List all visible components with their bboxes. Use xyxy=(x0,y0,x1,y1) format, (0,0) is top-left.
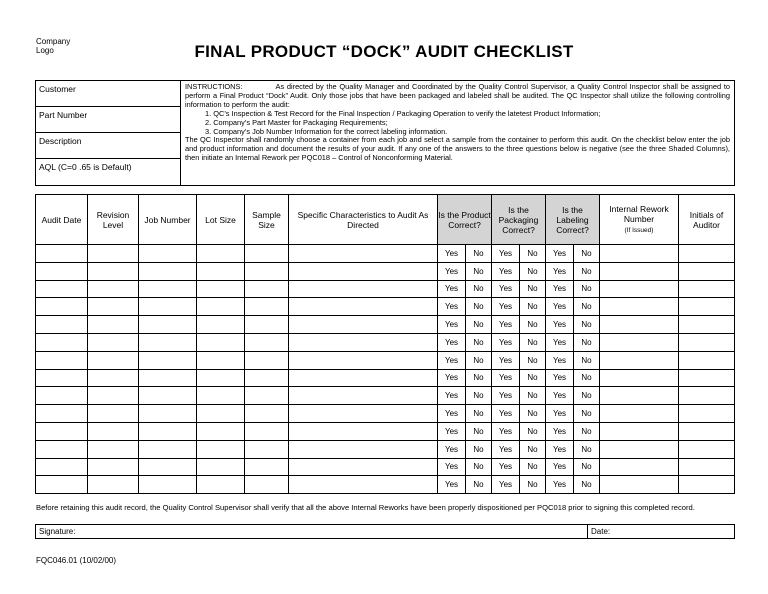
audit-date-cell[interactable] xyxy=(36,458,88,476)
lot-size-cell[interactable] xyxy=(197,280,245,298)
table-row xyxy=(36,476,735,494)
specific-characteristics-cell[interactable] xyxy=(289,422,438,440)
logo-line-1: Company xyxy=(36,37,71,46)
labeling-yes-cell[interactable]: Yes xyxy=(546,440,574,458)
product-yes-cell[interactable]: Yes xyxy=(438,280,466,298)
specific-characteristics-cell[interactable] xyxy=(289,316,438,334)
initials-cell[interactable] xyxy=(679,262,735,280)
audit-date-cell[interactable] xyxy=(36,440,88,458)
labeling-no-cell[interactable]: No xyxy=(574,333,600,351)
job-number-cell[interactable] xyxy=(139,245,197,263)
packaging-no-cell[interactable]: No xyxy=(520,440,546,458)
packaging-yes-cell[interactable]: Yes xyxy=(492,422,520,440)
sample-size-cell[interactable] xyxy=(245,351,289,369)
audit-date-cell[interactable] xyxy=(36,387,88,405)
header-revision-level: Revision Level xyxy=(88,195,139,245)
job-number-cell[interactable] xyxy=(139,298,197,316)
table-row xyxy=(36,245,735,263)
signature-row xyxy=(35,524,735,539)
lot-size-cell[interactable] xyxy=(197,369,245,387)
specific-characteristics-cell[interactable] xyxy=(289,369,438,387)
instructions-item-3: 3. Company’s Job Number Information for the correct labeling information. xyxy=(205,126,448,136)
instructions-paragraph-2: The QC Inspector shall randomly choose a container from each job and select a sample from the container to perform this audit. On the checklist below enter the job and product information and document the results of your audit. If any one of the answers to the three questions below is negative (see the three Shaded Columns), then initiate an Internal Rework per PQC018 – Control of Nonconforming Material. xyxy=(185,135,730,163)
lot-size-cell[interactable] xyxy=(197,333,245,351)
job-number-cell[interactable] xyxy=(139,351,197,369)
packaging-no-cell[interactable]: No xyxy=(520,458,546,476)
packaging-no-cell[interactable]: No xyxy=(520,387,546,405)
audit-table xyxy=(35,194,735,494)
packaging-yes-cell[interactable]: Yes xyxy=(492,369,520,387)
job-number-cell[interactable] xyxy=(139,405,197,423)
audit-date-cell[interactable] xyxy=(36,245,88,263)
revision-level-cell[interactable] xyxy=(88,262,139,280)
internal-rework-cell[interactable] xyxy=(600,245,679,263)
instructions-paragraph-1: As directed by the Quality Manager and Coordinated by the Quality Control Supervisor, a Quality Control Inspector shall be assigned to perform a Final Product “Dock” Audit. Only those jobs that have been packaged and labeled shall be audited. The QC Inspector shall utilize the following controlling information to perform the audit: xyxy=(185,82,730,109)
internal-rework-cell[interactable] xyxy=(600,387,679,405)
field-column xyxy=(36,81,181,185)
job-number-cell[interactable] xyxy=(139,369,197,387)
aql-field[interactable] xyxy=(36,159,180,185)
internal-rework-cell[interactable] xyxy=(600,351,679,369)
packaging-no-cell[interactable]: No xyxy=(520,405,546,423)
sample-size-cell[interactable] xyxy=(245,245,289,263)
audit-date-cell[interactable] xyxy=(36,351,88,369)
lot-size-cell[interactable] xyxy=(197,440,245,458)
table-row xyxy=(36,440,735,458)
product-yes-cell[interactable]: Yes xyxy=(438,387,466,405)
specific-characteristics-cell[interactable] xyxy=(289,333,438,351)
lot-size-cell[interactable] xyxy=(197,245,245,263)
packaging-yes-cell[interactable]: Yes xyxy=(492,351,520,369)
product-yes-cell[interactable]: Yes xyxy=(438,245,466,263)
packaging-yes-cell[interactable]: Yes xyxy=(492,298,520,316)
product-no-cell[interactable]: No xyxy=(466,387,492,405)
audit-date-cell[interactable] xyxy=(36,333,88,351)
revision-level-cell[interactable] xyxy=(88,387,139,405)
header-internal-rework-label: Internal Rework Number xyxy=(609,203,669,224)
job-number-cell[interactable] xyxy=(139,262,197,280)
job-number-cell[interactable] xyxy=(139,316,197,334)
revision-level-cell[interactable] xyxy=(88,298,139,316)
initials-cell[interactable] xyxy=(679,351,735,369)
product-no-cell[interactable]: No xyxy=(466,245,492,263)
specific-characteristics-cell[interactable] xyxy=(289,405,438,423)
sample-size-cell[interactable] xyxy=(245,298,289,316)
labeling-yes-cell[interactable]: Yes xyxy=(546,280,574,298)
product-yes-cell[interactable]: Yes xyxy=(438,405,466,423)
instructions-lead: INSTRUCTIONS: xyxy=(185,82,243,91)
table-row xyxy=(36,422,735,440)
revision-level-cell[interactable] xyxy=(88,316,139,334)
job-number-cell[interactable] xyxy=(139,387,197,405)
labeling-no-cell[interactable]: No xyxy=(574,440,600,458)
header-internal-rework-note: (If Issued) xyxy=(624,226,654,234)
product-yes-cell[interactable]: Yes xyxy=(438,262,466,280)
specific-characteristics-cell[interactable] xyxy=(289,387,438,405)
header-info-box xyxy=(35,80,735,186)
table-row xyxy=(36,405,735,423)
labeling-yes-cell[interactable]: Yes xyxy=(546,405,574,423)
audit-date-cell[interactable] xyxy=(36,476,88,494)
lot-size-cell[interactable] xyxy=(197,387,245,405)
part-number-field[interactable] xyxy=(36,107,180,133)
initials-cell[interactable] xyxy=(679,405,735,423)
header-specific-characteristics: Specific Characteristics to Audit As Directed xyxy=(289,195,438,245)
initials-cell[interactable] xyxy=(679,280,735,298)
revision-level-cell[interactable] xyxy=(88,369,139,387)
lot-size-cell[interactable] xyxy=(197,458,245,476)
product-no-cell[interactable]: No xyxy=(466,262,492,280)
product-no-cell[interactable]: No xyxy=(466,458,492,476)
revision-level-cell[interactable] xyxy=(88,440,139,458)
sample-size-cell[interactable] xyxy=(245,369,289,387)
packaging-no-cell[interactable]: No xyxy=(520,333,546,351)
lot-size-cell[interactable] xyxy=(197,405,245,423)
internal-rework-cell[interactable] xyxy=(600,458,679,476)
internal-rework-cell[interactable] xyxy=(600,369,679,387)
specific-characteristics-cell[interactable] xyxy=(289,280,438,298)
packaging-yes-cell[interactable]: Yes xyxy=(492,245,520,263)
product-yes-cell[interactable]: Yes xyxy=(438,316,466,334)
table-row xyxy=(36,351,735,369)
signature-label: Signature: xyxy=(39,527,76,536)
packaging-yes-cell[interactable]: Yes xyxy=(492,440,520,458)
instructions-item-1: 1. QC’s Inspection & Test Record for the Final Inspection / Packaging Operation to verify the latetest Product Information; xyxy=(205,108,601,118)
internal-rework-cell[interactable] xyxy=(600,262,679,280)
labeling-yes-cell[interactable]: Yes xyxy=(546,333,574,351)
labeling-yes-cell[interactable]: Yes xyxy=(546,262,574,280)
labeling-no-cell[interactable]: No xyxy=(574,262,600,280)
audit-date-cell[interactable] xyxy=(36,298,88,316)
product-yes-cell[interactable]: Yes xyxy=(438,298,466,316)
initials-cell[interactable] xyxy=(679,387,735,405)
lot-size-cell[interactable] xyxy=(197,351,245,369)
sample-size-cell[interactable] xyxy=(245,458,289,476)
product-no-cell[interactable]: No xyxy=(466,333,492,351)
description-field[interactable] xyxy=(36,133,180,159)
customer-label: Customer xyxy=(39,84,76,94)
internal-rework-cell[interactable] xyxy=(600,280,679,298)
packaging-yes-cell[interactable]: Yes xyxy=(492,316,520,334)
job-number-cell[interactable] xyxy=(139,458,197,476)
header-labeling-correct: Is the Labeling Correct? xyxy=(546,195,600,245)
instructions-block xyxy=(185,83,730,163)
sample-size-cell[interactable] xyxy=(245,422,289,440)
job-number-cell[interactable] xyxy=(139,280,197,298)
header-product-correct: Is the Product Correct? xyxy=(438,195,492,245)
initials-cell[interactable] xyxy=(679,298,735,316)
revision-level-cell[interactable] xyxy=(88,245,139,263)
labeling-no-cell[interactable]: No xyxy=(574,422,600,440)
lot-size-cell[interactable] xyxy=(197,422,245,440)
packaging-no-cell[interactable]: No xyxy=(520,351,546,369)
product-no-cell[interactable]: No xyxy=(466,351,492,369)
sample-size-cell[interactable] xyxy=(245,476,289,494)
sample-size-cell[interactable] xyxy=(245,280,289,298)
labeling-no-cell[interactable]: No xyxy=(574,298,600,316)
labeling-yes-cell[interactable]: Yes xyxy=(546,422,574,440)
job-number-cell[interactable] xyxy=(139,476,197,494)
packaging-yes-cell[interactable]: Yes xyxy=(492,387,520,405)
job-number-cell[interactable] xyxy=(139,422,197,440)
revision-level-cell[interactable] xyxy=(88,476,139,494)
sample-size-cell[interactable] xyxy=(245,440,289,458)
product-no-cell[interactable]: No xyxy=(466,476,492,494)
table-header-row xyxy=(36,195,735,245)
product-yes-cell[interactable]: Yes xyxy=(438,476,466,494)
table-row xyxy=(36,262,735,280)
specific-characteristics-cell[interactable] xyxy=(289,440,438,458)
product-no-cell[interactable]: No xyxy=(466,298,492,316)
lot-size-cell[interactable] xyxy=(197,316,245,334)
packaging-no-cell[interactable]: No xyxy=(520,298,546,316)
initials-cell[interactable] xyxy=(679,476,735,494)
specific-characteristics-cell[interactable] xyxy=(289,245,438,263)
initials-cell[interactable] xyxy=(679,369,735,387)
footer-note: Before retaining this audit record, the Quality Control Supervisor shall verify that all the above Internal Reworks have been properly dispositioned per PQC018 prior to signing this completed record. xyxy=(36,503,695,512)
labeling-no-cell[interactable]: No xyxy=(574,405,600,423)
labeling-yes-cell[interactable]: Yes xyxy=(546,369,574,387)
packaging-yes-cell[interactable]: Yes xyxy=(492,280,520,298)
lot-size-cell[interactable] xyxy=(197,262,245,280)
product-no-cell[interactable]: No xyxy=(466,422,492,440)
table-row xyxy=(36,298,735,316)
logo-line-2: Logo xyxy=(36,46,54,55)
sample-size-cell[interactable] xyxy=(245,405,289,423)
table-row xyxy=(36,316,735,334)
specific-characteristics-cell[interactable] xyxy=(289,351,438,369)
product-no-cell[interactable]: No xyxy=(466,316,492,334)
revision-level-cell[interactable] xyxy=(88,458,139,476)
labeling-yes-cell[interactable]: Yes xyxy=(546,387,574,405)
header-packaging-correct: Is the Packaging Correct? xyxy=(492,195,546,245)
sample-size-cell[interactable] xyxy=(245,262,289,280)
table-row xyxy=(36,280,735,298)
sample-size-cell[interactable] xyxy=(245,316,289,334)
product-no-cell[interactable]: No xyxy=(466,369,492,387)
labeling-no-cell[interactable]: No xyxy=(574,476,600,494)
internal-rework-cell[interactable] xyxy=(600,298,679,316)
packaging-no-cell[interactable]: No xyxy=(520,262,546,280)
product-no-cell[interactable]: No xyxy=(466,280,492,298)
packaging-no-cell[interactable]: No xyxy=(520,369,546,387)
packaging-no-cell[interactable]: No xyxy=(520,476,546,494)
packaging-yes-cell[interactable]: Yes xyxy=(492,262,520,280)
specific-characteristics-cell[interactable] xyxy=(289,262,438,280)
internal-rework-cell[interactable] xyxy=(600,422,679,440)
specific-characteristics-cell[interactable] xyxy=(289,298,438,316)
part-number-label: Part Number xyxy=(39,110,88,120)
lot-size-cell[interactable] xyxy=(197,476,245,494)
product-yes-cell[interactable]: Yes xyxy=(438,422,466,440)
labeling-no-cell[interactable]: No xyxy=(574,280,600,298)
product-no-cell[interactable]: No xyxy=(466,405,492,423)
initials-cell[interactable] xyxy=(679,333,735,351)
sample-size-cell[interactable] xyxy=(245,387,289,405)
internal-rework-cell[interactable] xyxy=(600,333,679,351)
internal-rework-cell[interactable] xyxy=(600,405,679,423)
labeling-no-cell[interactable]: No xyxy=(574,369,600,387)
product-yes-cell[interactable]: Yes xyxy=(438,440,466,458)
labeling-no-cell[interactable]: No xyxy=(574,245,600,263)
initials-cell[interactable] xyxy=(679,458,735,476)
description-label: Description xyxy=(39,136,82,146)
specific-characteristics-cell[interactable] xyxy=(289,476,438,494)
specific-characteristics-cell[interactable] xyxy=(289,458,438,476)
audit-date-cell[interactable] xyxy=(36,316,88,334)
revision-level-cell[interactable] xyxy=(88,280,139,298)
packaging-yes-cell[interactable]: Yes xyxy=(492,476,520,494)
initials-cell[interactable] xyxy=(679,245,735,263)
labeling-yes-cell[interactable]: Yes xyxy=(546,351,574,369)
table-row xyxy=(36,333,735,351)
labeling-no-cell[interactable]: No xyxy=(574,316,600,334)
sample-size-cell[interactable] xyxy=(245,333,289,351)
initials-cell[interactable] xyxy=(679,440,735,458)
lot-size-cell[interactable] xyxy=(197,298,245,316)
revision-level-cell[interactable] xyxy=(88,405,139,423)
page-title: FINAL PRODUCT “DOCK” AUDIT CHECKLIST xyxy=(194,42,574,61)
labeling-yes-cell[interactable]: Yes xyxy=(546,298,574,316)
packaging-yes-cell[interactable]: Yes xyxy=(492,405,520,423)
audit-date-cell[interactable] xyxy=(36,280,88,298)
initials-cell[interactable] xyxy=(679,316,735,334)
header-initials: Initials of Auditor xyxy=(679,195,735,245)
header-job-number: Job Number xyxy=(139,195,197,245)
audit-date-cell[interactable] xyxy=(36,422,88,440)
product-yes-cell[interactable]: Yes xyxy=(438,351,466,369)
header-internal-rework xyxy=(600,195,679,245)
packaging-yes-cell[interactable]: Yes xyxy=(492,333,520,351)
audit-date-cell[interactable] xyxy=(36,262,88,280)
aql-label: AQL (C=0 .65 is Default) xyxy=(39,162,132,172)
packaging-no-cell[interactable]: No xyxy=(520,422,546,440)
revision-level-cell[interactable] xyxy=(88,333,139,351)
initials-cell[interactable] xyxy=(679,422,735,440)
internal-rework-cell[interactable] xyxy=(600,316,679,334)
date-field[interactable] xyxy=(587,525,610,538)
job-number-cell[interactable] xyxy=(139,333,197,351)
packaging-no-cell[interactable]: No xyxy=(520,280,546,298)
product-yes-cell[interactable]: Yes xyxy=(438,369,466,387)
table-row xyxy=(36,458,735,476)
labeling-yes-cell[interactable]: Yes xyxy=(546,245,574,263)
customer-field[interactable] xyxy=(36,81,180,107)
labeling-yes-cell[interactable]: Yes xyxy=(546,476,574,494)
labeling-yes-cell[interactable]: Yes xyxy=(546,458,574,476)
header-audit-date: Audit Date xyxy=(36,195,88,245)
form-number: FQC046.01 (10/02/00) xyxy=(36,556,117,565)
instructions-item-2: 2. Company’s Part Master for Packaging Requirements; xyxy=(205,117,388,127)
product-yes-cell[interactable]: Yes xyxy=(438,333,466,351)
labeling-yes-cell[interactable]: Yes xyxy=(546,316,574,334)
table-row xyxy=(36,369,735,387)
packaging-no-cell[interactable]: No xyxy=(520,316,546,334)
revision-level-cell[interactable] xyxy=(88,351,139,369)
revision-level-cell[interactable] xyxy=(88,422,139,440)
product-yes-cell[interactable]: Yes xyxy=(438,458,466,476)
internal-rework-cell[interactable] xyxy=(600,476,679,494)
audit-date-cell[interactable] xyxy=(36,405,88,423)
job-number-cell[interactable] xyxy=(139,440,197,458)
internal-rework-cell[interactable] xyxy=(600,440,679,458)
header-lot-size: Lot Size xyxy=(197,195,245,245)
table-row xyxy=(36,387,735,405)
packaging-yes-cell[interactable]: Yes xyxy=(492,458,520,476)
labeling-no-cell[interactable]: No xyxy=(574,351,600,369)
packaging-no-cell[interactable]: No xyxy=(520,245,546,263)
audit-table-body xyxy=(36,245,735,494)
audit-date-cell[interactable] xyxy=(36,369,88,387)
labeling-no-cell[interactable]: No xyxy=(574,387,600,405)
product-no-cell[interactable]: No xyxy=(466,440,492,458)
date-label: Date: xyxy=(591,527,611,536)
labeling-no-cell[interactable]: No xyxy=(574,458,600,476)
header-sample-size: Sample Size xyxy=(245,195,289,245)
